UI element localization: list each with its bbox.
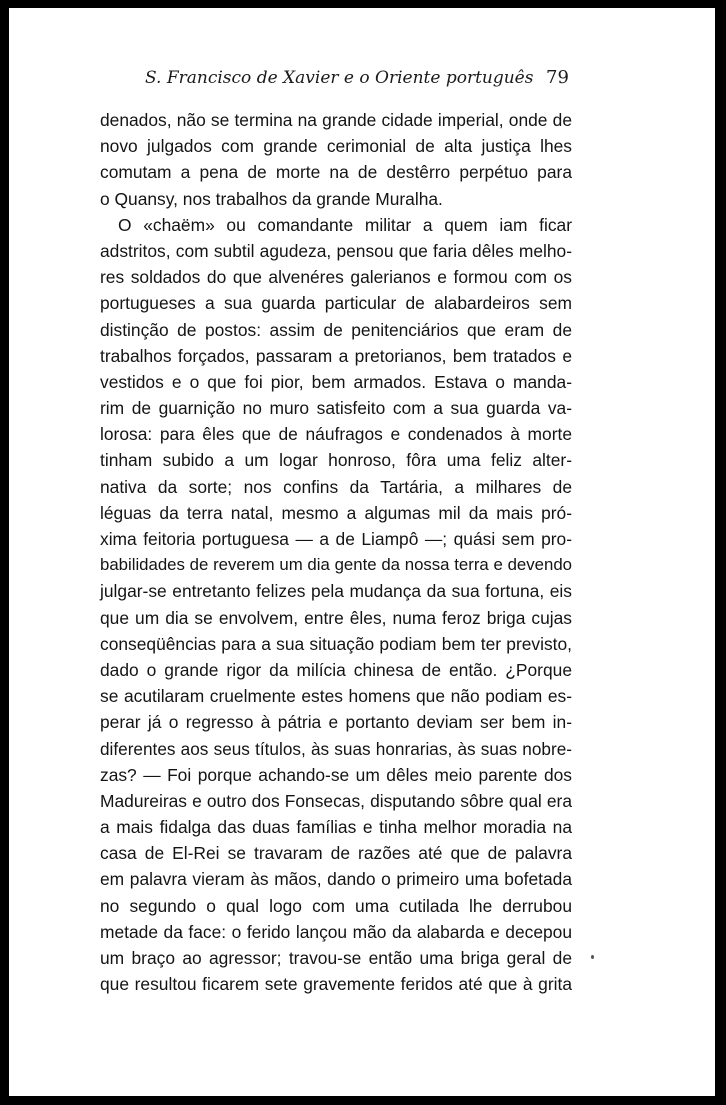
text-line: xima feitoria portuguesa — a de Liampô —; quási sem pro- <box>100 529 572 549</box>
text-line: a mais fidalga das duas famílias e tinha melhor moradia na <box>100 817 572 838</box>
body-text <box>100 107 572 997</box>
text-line: diferentes aos seus títulos, às suas honrarias, às suas nobre- <box>100 738 572 759</box>
text-line: nativa da sorte; nos confins da Tartária, a milhares de <box>100 476 572 497</box>
text-line: que resultou ficarem sete gravemente feridos até que à grita <box>100 974 572 995</box>
text-line: zas? — Foi porque achando-se um dêles meio parente dos <box>100 764 572 785</box>
text-line: dado o grande rigor da milícia chinesa de então. ¿Porque <box>100 659 572 680</box>
page-number: 79 <box>546 67 569 88</box>
text-line: denados, não se termina na grande cidade imperial, onde de <box>100 110 572 130</box>
text-line: léguas da terra natal, mesmo a algumas mil da mais pró- <box>100 502 572 523</box>
text-line: trabalhos forçados, passaram a pretorianos, bem tratados e <box>100 345 572 366</box>
text-line: se acutilaram cruelmente estes homens que não podiam es- <box>100 686 572 707</box>
text-line: res soldados do que alvenéres galerianos e formou com os <box>100 267 572 288</box>
text-line: um braço ao agressor; travou-se então uma briga geral de <box>100 948 572 968</box>
text-line: Madureiras e outro dos Fonsecas, disputando sôbre qual era <box>100 790 572 811</box>
text-line-paragraph-start: O «chaëm» ou comandante militar a quem iam ficar <box>118 214 572 235</box>
text-line: rim de guarnição no muro satisfeito com a sua guarda va- <box>100 398 572 419</box>
running-title: S. Francisco de Xavier e o Oriente português <box>145 68 534 88</box>
text-line: lorosa: para êles que de náufragos e condenados à morte <box>100 424 572 445</box>
text-line: distinção de postos: assim de penitenciários que eram de <box>100 319 572 340</box>
text-line: comutam a pena de morte na de destêrro perpétuo para <box>100 162 572 183</box>
text-line: adstritos, com subtil agudeza, pensou que faria dêles melho- <box>100 240 572 261</box>
text-line: tinham subido a um logar honroso, fôra uma feliz alter- <box>100 450 572 471</box>
text-line: no segundo o qual logo com uma cutilada lhe derrubou <box>100 895 572 916</box>
text-line: perar já o regresso à pátria e portanto deviam ser bem in- <box>100 712 572 733</box>
text-line: casa de El-Rei se travaram de razões até que de palavra <box>100 843 572 864</box>
text-line: o Quansy, nos trabalhos da grande Muralha. <box>100 188 443 209</box>
text-line: julgar-se entretanto felizes pela mudança da sua fortuna, eis <box>100 581 572 602</box>
text-line: novo julgados com grande cerimonial de alta justiça lhes <box>100 136 572 157</box>
text-line: que um dia se envolvem, entre êles, numa feroz briga cujas <box>100 607 572 628</box>
text-line: em palavra vieram às mãos, dando o primeiro uma bofetada <box>100 869 572 890</box>
paper-speck <box>591 955 594 959</box>
text-line: metade da face: o ferido lançou mão da alabarda e decepou <box>100 921 572 942</box>
text-line: conseqüências para a sua situação podiam bem ter previsto, <box>100 633 572 654</box>
text-line: portugueses a sua guarda particular de alabardeiros sem <box>100 293 572 314</box>
text-line: babilidades de reverem um dia gente da nossa terra e devendo <box>100 555 572 575</box>
text-line: vestidos e o que foi pior, bem armados. Estava o manda- <box>100 371 572 392</box>
